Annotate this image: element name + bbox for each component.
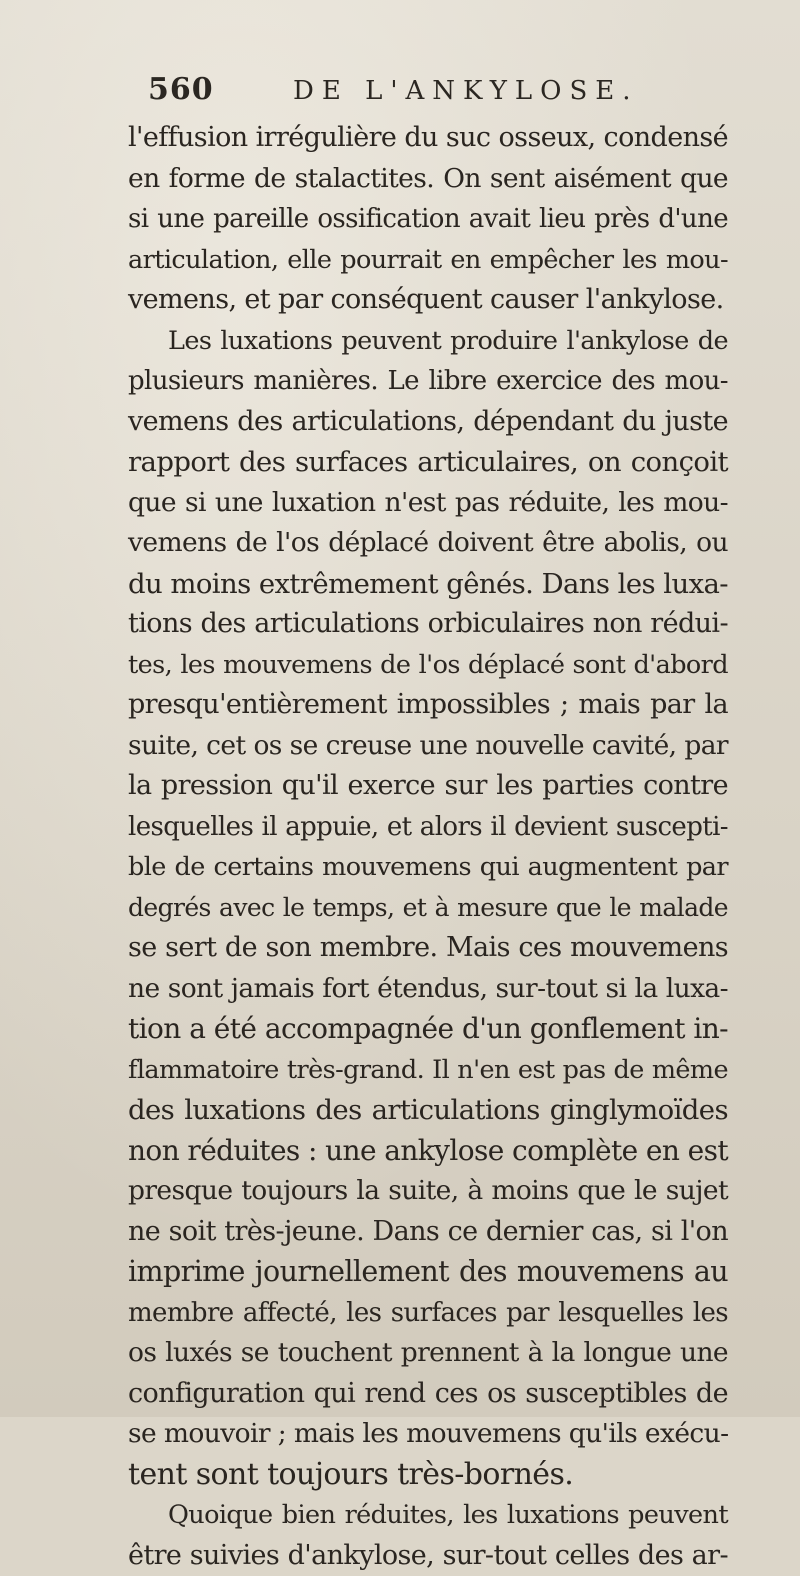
text-line: lesquelles il appuie, et alors il devient suscepti-	[128, 807, 728, 848]
page-header	[148, 72, 768, 116]
text-line: l'effusion irrégulière du suc osseux, condensé	[128, 118, 728, 159]
text-line: presque toujours la suite, à moins que le sujet	[128, 1171, 728, 1212]
text-line: presqu'entièrement impossibles ; mais par la	[128, 685, 728, 726]
text-line: en forme de stalactites. On sent aisément que	[128, 159, 728, 200]
running-title: DE L'ANKYLOSE.	[293, 76, 639, 106]
text-line: se sert de son membre. Mais ces mouvemens	[128, 928, 728, 969]
text-line: ble de certains mouvemens qui augmentent par	[128, 847, 728, 888]
text-line: degrés avec le temps, et à mesure que le malade	[128, 888, 728, 929]
text-line: tions des articulations orbiculaires non rédui-	[128, 604, 728, 645]
text-line: être suivies d'ankylose, sur-tout celles des ar-	[128, 1536, 728, 1576]
text-line: des luxations des articulations ginglymoïdes	[128, 1090, 728, 1131]
text-line: vemens des articulations, dépendant du juste	[128, 402, 728, 443]
text-line: ne sont jamais fort étendus, sur-tout si la luxa-	[128, 969, 728, 1010]
text-line: se mouvoir ; mais les mouvemens qu'ils exécu-	[128, 1414, 728, 1455]
text-line: flammatoire très-grand. Il n'en est pas de même	[128, 1050, 728, 1091]
text-line: suite, cet os se creuse une nouvelle cavité, par	[128, 726, 728, 767]
text-line: os luxés se touchent prennent à la longue une	[128, 1333, 728, 1374]
text-line: vemens, et par conséquent causer l'ankylose.	[128, 280, 728, 321]
text-line: configuration qui rend ces os susceptibles de	[128, 1374, 728, 1415]
page-number: 560	[148, 72, 214, 107]
text-line: que si une luxation n'est pas réduite, les mou-	[128, 483, 728, 524]
text-line: vemens de l'os déplacé doivent être abolis, ou	[128, 523, 728, 564]
text-line: du moins extrêmement gênés. Dans les luxa-	[128, 564, 728, 605]
text-line: Quoique bien réduites, les luxations peuvent	[128, 1495, 728, 1536]
text-line: plusieurs manières. Le libre exercice des mou-	[128, 361, 728, 402]
text-line: rapport des surfaces articulaires, on conçoit	[128, 442, 728, 483]
text-line: imprime journellement des mouvemens au	[128, 1252, 728, 1293]
text-line: si une pareille ossification avait lieu près d'une	[128, 199, 728, 240]
text-line: non réduites : une ankylose complète en est	[128, 1131, 728, 1172]
text-line: la pression qu'il exerce sur les parties contre	[128, 766, 728, 807]
text-line: tion a été accompagnée d'un gonflement in-	[128, 1009, 728, 1050]
body-text	[128, 118, 728, 1576]
text-line: membre affecté, les surfaces par lesquelles les	[128, 1293, 728, 1334]
text-line: tent sont toujours très-bornés.	[128, 1455, 728, 1496]
text-line: Les luxations peuvent produire l'ankylose de	[128, 321, 728, 362]
text-line: ne soit très-jeune. Dans ce dernier cas, si l'on	[128, 1212, 728, 1253]
text-line: articulation, elle pourrait en empêcher les mou-	[128, 240, 728, 281]
text-line: tes, les mouvemens de l'os déplacé sont d'abord	[128, 645, 728, 686]
